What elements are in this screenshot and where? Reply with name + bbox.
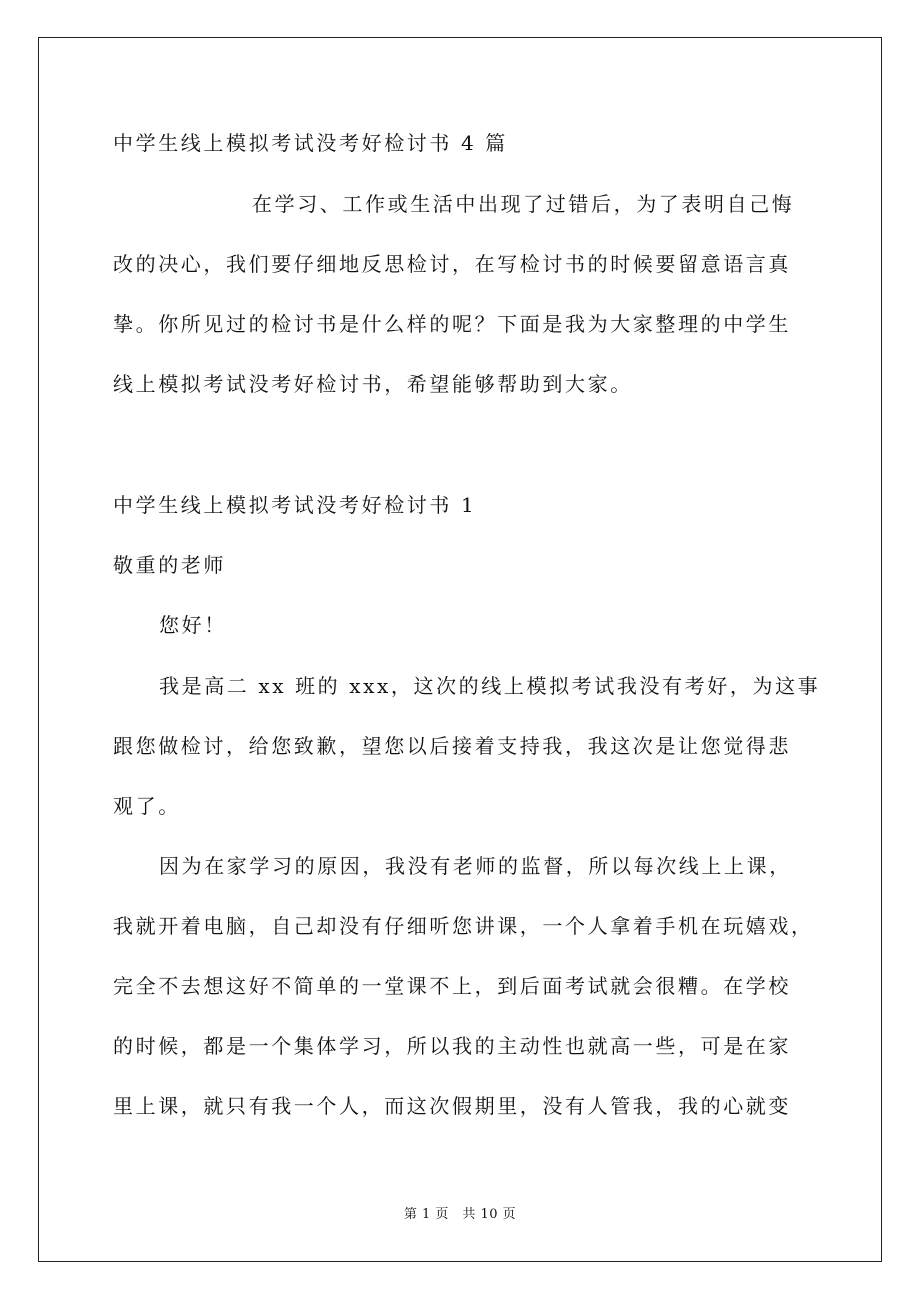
paragraph-2-line-5: 里上课，就只有我一个人，而这次假期里，没有人管我，我的心就变 (113, 1094, 791, 1118)
paragraph-2-line-2: 我就开着电脑，自己却没有仔细听您讲课，一个人拿着手机在玩嬉戏， (113, 914, 814, 938)
paragraph-1-line-1: 我是高二 xx 班的 xxx，这次的线上模拟考试我没有考好，为这事 (159, 674, 821, 698)
intro-line-4: 线上模拟考试没考好检讨书，希望能够帮助到大家。 (113, 372, 633, 396)
intro-line-1: 在学习、工作或生活中出现了过错后，为了表明自己悔 (252, 192, 795, 216)
paragraph-2-line-1: 因为在家学习的原因，我没有老师的监督，所以每次线上上课， (159, 854, 792, 878)
page-border (38, 37, 882, 1262)
intro-line-2: 改的决心，我们要仔细地反思检讨，在写检讨书的时候要留意语言真 (113, 252, 791, 276)
page-number: 第 1 页 共 10 页 (403, 1207, 517, 1222)
paragraph-2-line-3: 完全不去想这好不简单的一堂课不上，到后面考试就会很糟。在学校 (113, 974, 791, 998)
document-title: 中学生线上模拟考试没考好检讨书 4 篇 (113, 131, 508, 155)
paragraph-1-line-3: 观了。 (113, 794, 181, 818)
greeting: 您好！ (159, 613, 227, 637)
paragraph-1-line-2: 跟您做检讨，给您致歉，望您以后接着支持我，我这次是让您觉得悲 (113, 734, 791, 758)
paragraph-2-line-4: 的时候，都是一个集体学习，所以我的主动性也就高一些，可是在家 (113, 1034, 791, 1058)
section-title: 中学生线上模拟考试没考好检讨书 1 (113, 493, 477, 517)
intro-line-3: 挚。你所见过的检讨书是什么样的呢？下面是我为大家整理的中学生 (113, 312, 791, 336)
salutation: 敬重的老师 (113, 553, 226, 577)
